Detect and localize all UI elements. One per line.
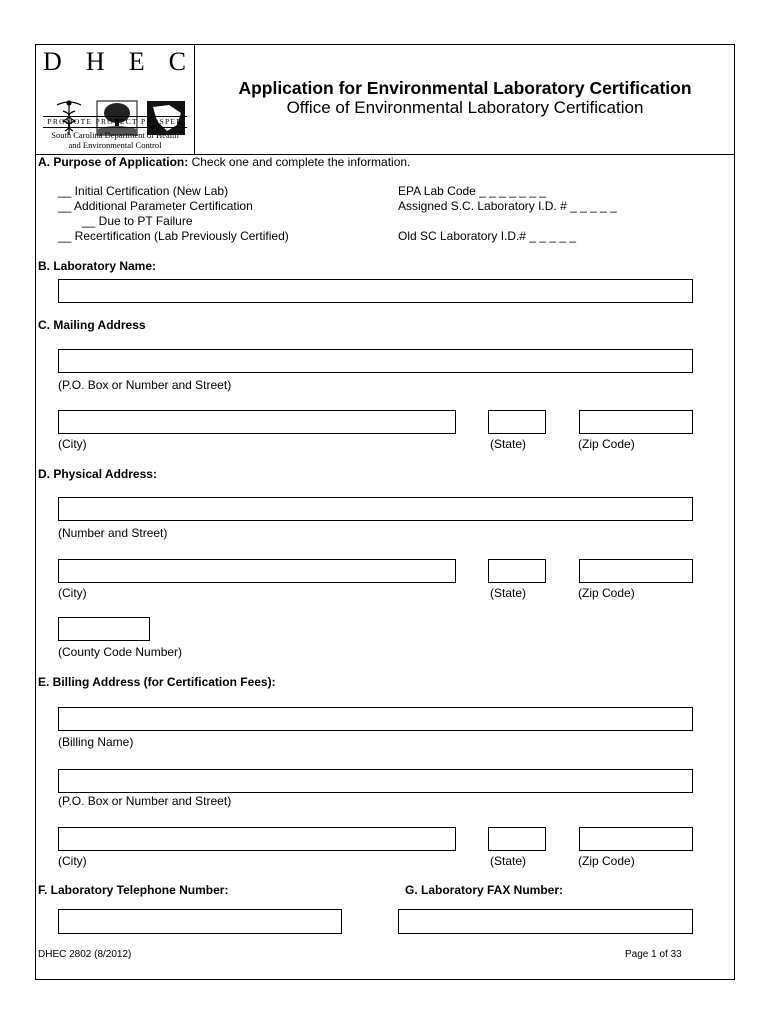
county-code-field[interactable] [58, 617, 150, 641]
assigned-lab-id[interactable]: Assigned S.C. Laboratory I.D. # _ _ _ _ _ [398, 199, 617, 213]
form-number: DHEC 2802 (8/2012) [38, 949, 132, 960]
form-subtitle: Office of Environmental Laboratory Certification [286, 98, 644, 117]
section-d-heading: D. Physical Address: [38, 467, 157, 481]
logo-letter: E [128, 47, 146, 76]
mailing-state-field[interactable] [488, 410, 546, 434]
option-pt-failure[interactable]: __ Due to PT Failure [82, 214, 193, 228]
section-a-heading: A. Purpose of Application: [38, 155, 189, 169]
billing-zip-caption: (Zip Code) [578, 854, 635, 868]
logo-dept-line: and Environmental Control [68, 140, 162, 150]
physical-city-field[interactable] [58, 559, 456, 583]
billing-street-field[interactable] [58, 769, 693, 793]
billing-name-caption: (Billing Name) [58, 735, 134, 749]
page-number: Page 1 of 33 [625, 949, 682, 960]
physical-street-caption: (Number and Street) [58, 526, 168, 540]
logo-letters [43, 47, 187, 77]
mailing-street-caption: (P.O. Box or Number and Street) [58, 378, 232, 392]
mailing-zip-field[interactable] [579, 410, 693, 434]
physical-street-field[interactable] [58, 497, 693, 521]
physical-state-caption: (State) [490, 586, 527, 600]
section-g-heading: G. Laboratory FAX Number: [405, 883, 564, 897]
section-c-heading: C. Mailing Address [38, 318, 146, 332]
section-a-instruction: Check one and complete the information. [191, 155, 411, 169]
form-title: Application for Environmental Laboratory Certification [238, 78, 692, 98]
option-initial-certification[interactable]: __ Initial Certification (New Lab) [58, 184, 229, 198]
dhec-logo [35, 44, 195, 154]
section-f-heading: F. Laboratory Telephone Number: [38, 883, 229, 897]
mailing-street-field[interactable] [58, 349, 693, 373]
billing-zip-field[interactable] [579, 827, 693, 851]
physical-zip-field[interactable] [579, 559, 693, 583]
logo-letter: C [168, 47, 187, 76]
billing-city-caption: (City) [58, 854, 87, 868]
mailing-city-field[interactable] [58, 410, 456, 434]
billing-state-caption: (State) [490, 854, 527, 868]
laboratory-name-field[interactable] [58, 279, 693, 303]
billing-city-field[interactable] [58, 827, 456, 851]
logo-motto: PROMOTE PROTECT PROSPER [43, 116, 187, 128]
logo-letter: H [85, 47, 106, 76]
mailing-city-caption: (City) [58, 437, 87, 451]
billing-name-field[interactable] [58, 707, 693, 731]
option-recertification[interactable]: __ Recertification (Lab Previously Certified) [58, 229, 289, 243]
section-e-heading: E. Billing Address (for Certification Fees): [38, 675, 276, 689]
fax-field[interactable] [398, 909, 693, 934]
section-b-heading: B. Laboratory Name: [38, 259, 157, 273]
epa-lab-code[interactable]: EPA Lab Code _ _ _ _ _ _ _ [398, 184, 546, 198]
old-lab-id[interactable]: Old SC Laboratory I.D.# _ _ _ _ _ [398, 229, 577, 243]
county-code-caption: (County Code Number) [58, 645, 183, 659]
billing-state-field[interactable] [488, 827, 546, 851]
mailing-zip-caption: (Zip Code) [578, 437, 635, 451]
section-a-header [38, 155, 410, 169]
billing-street-caption: (P.O. Box or Number and Street) [58, 794, 232, 808]
mailing-state-caption: (State) [490, 437, 527, 451]
logo-letter: D [43, 47, 63, 76]
physical-zip-caption: (Zip Code) [578, 586, 635, 600]
logo-department [35, 130, 195, 150]
logo-dept-line: South Carolina Department of Health [51, 130, 179, 140]
option-additional-parameter[interactable]: __ Additional Parameter Certification [58, 199, 253, 213]
physical-city-caption: (City) [58, 586, 87, 600]
physical-state-field[interactable] [488, 559, 546, 583]
telephone-field[interactable] [58, 909, 342, 934]
